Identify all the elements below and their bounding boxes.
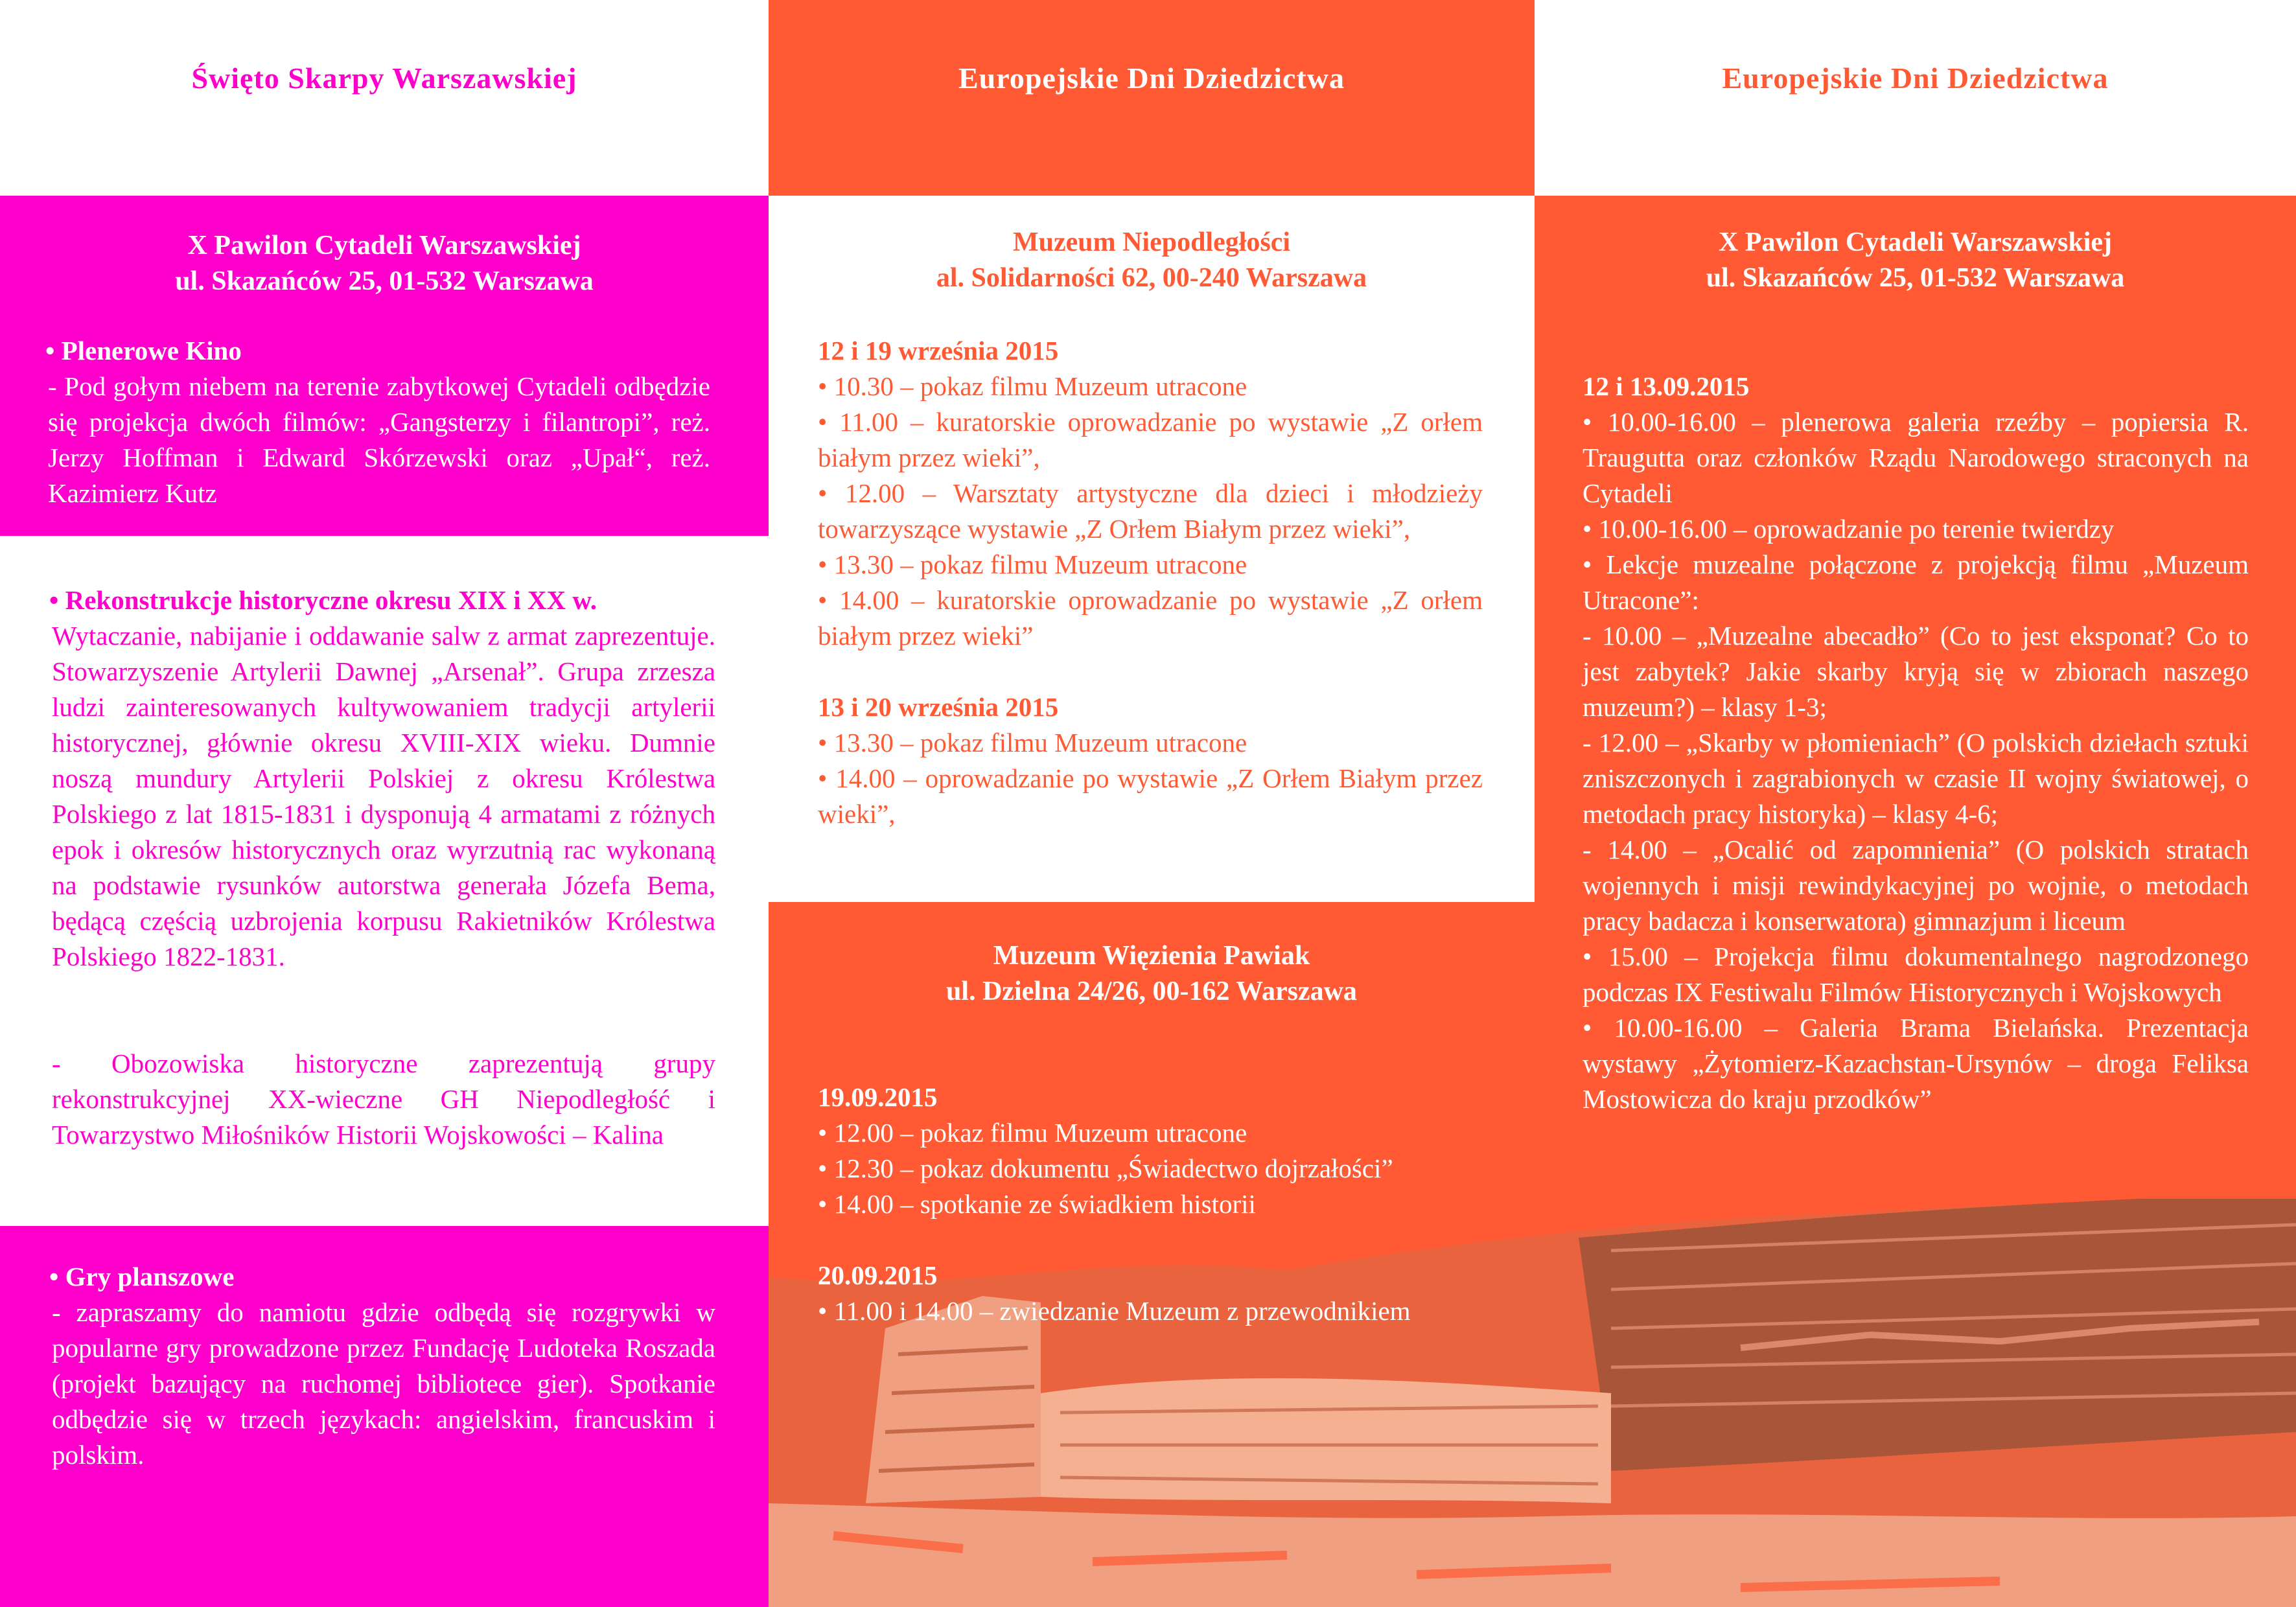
schedule-item: • 15.00 – Projekcja filmu dokumentalnego nagrodzonego podczas IX Festiwalu Filmów Historycznych i Wojskowych bbox=[1583, 942, 2249, 1007]
col3-title: Europejskie Dni Dziedzictwa bbox=[1722, 62, 2109, 95]
schedule-item: • 14.00 – oprowadzanie po wystawie „Z Orłem Białym przez wieki”, bbox=[818, 763, 1483, 829]
schedule-item: • 12.30 – pokaz dokumentu „Świadectwo dojrzałości” bbox=[818, 1153, 1393, 1183]
pawiak-schedule bbox=[818, 1080, 1485, 1329]
schedule-item: • 11.00 i 14.00 – zwiedzanie Muzeum z przewodnikiem bbox=[818, 1296, 1411, 1326]
schedule-item: • 13.30 – pokaz filmu Muzeum utracone bbox=[818, 549, 1247, 579]
schedule-item: • 12.00 – Warsztaty artystyczne dla dzieci i młodzieży towarzyszące wystawie „Z Orłem Białym przez wieki”, bbox=[818, 478, 1483, 544]
col3-schedule bbox=[1583, 369, 2249, 1117]
col1-venue-address: ul. Skazańców 25, 01-532 Warszawa bbox=[175, 266, 594, 296]
col3-venue-address: ul. Skazańców 25, 01-532 Warszawa bbox=[1706, 263, 2125, 293]
schedule-item: • 11.00 – kuratorskie oprowadzanie po wystawie „Z orłem białym przez wieki”, bbox=[818, 407, 1483, 472]
col2-venue-name: Muzeum Niepodległości bbox=[1012, 227, 1291, 257]
schedule-item: • 10.00-16.00 – oprowadzanie po terenie twierdzy bbox=[1583, 514, 2115, 544]
col2-title: Europejskie Dni Dziedzictwa bbox=[958, 62, 1345, 95]
kino-heading: • Plenerowe Kino bbox=[45, 336, 242, 365]
schedule-date: 20.09.2015 bbox=[818, 1260, 938, 1290]
rekon-heading: • Rekonstrukcje historyczne okresu XIX i XX w. bbox=[49, 585, 597, 615]
rekon-body: Wytaczanie, nabijanie i oddawanie salw z armat zaprezentuje. Stowarzyszenie Artylerii Dawnej „Arsenał”. Grupa zrzesza ludzi zainteresowanych kultywowaniem tradycji artylerii historycznej, głównie okresu XVIII-XIX wieku. Dumnie noszą mundury Artylerii Polskiej z okresu Królestwa Polskiego z lat 1815-1831 i dysponują 4 armatami z różnych epok i okresów historycznych oraz wyrzutnią rac wykonaną na podstawie rysunków autorstwa generała Józefa Bema, będącą częścią uzbrojenia korpusu Rakietników Królestwa Polskiego 1822-1831. bbox=[52, 621, 715, 971]
schedule-item: • 10.00-16.00 – Galeria Brama Bielańska. Prezentacja wystawy „Żytomierz-Kazachstan-Ursynów – droga Feliksa Mostowicza do kraju przodków” bbox=[1583, 1013, 2249, 1114]
gry-heading: • Gry planszowe bbox=[49, 1262, 235, 1291]
schedule-item: • 13.30 – pokaz filmu Muzeum utracone bbox=[818, 728, 1247, 757]
col1-header-bg bbox=[0, 0, 769, 196]
schedule-item: • 10.30 – pokaz filmu Muzeum utracone bbox=[818, 371, 1247, 401]
pawiak-venue-address: ul. Dzielna 24/26, 00-162 Warszawa bbox=[946, 977, 1357, 1006]
col1-title: Święto Skarpy Warszawskiej bbox=[191, 62, 577, 95]
schedule-date: 12 i 19 września 2015 bbox=[818, 336, 1059, 365]
schedule-date: 13 i 20 września 2015 bbox=[818, 692, 1059, 722]
col2-header-bg bbox=[769, 0, 1535, 196]
schedule-item: • 10.00-16.00 – plenerowa galeria rzeźby – popiersia R. Traugutta oraz członków Rządu Narodowego straconych na Cytadeli bbox=[1583, 407, 2249, 508]
schedule-date: 12 i 13.09.2015 bbox=[1583, 371, 1750, 401]
col3-venue-name: X Pawilon Cytadeli Warszawskiej bbox=[1718, 227, 2113, 257]
niepodleglosci-schedule bbox=[818, 333, 1483, 832]
col1-venue-name: X Pawilon Cytadeli Warszawskiej bbox=[187, 231, 581, 260]
col2-venue-address: al. Solidarności 62, 00-240 Warszawa bbox=[936, 263, 1367, 293]
gry-body: - zapraszamy do namiotu gdzie odbędą się rozgrywki w popularne gry prowadzone przez Fundację Ludoteka Roszada (projekt bazujący na ruchomej bibliotece gier). Spotkanie odbędzie się w trzech językach: angielskim, francuskim i polskim. bbox=[52, 1297, 715, 1470]
kino-body: - Pod gołym niebem na terenie zabytkowej Cytadeli odbędzie się projekcja dwóch filmów: „Gangsterzy i filantropi”, reż. Jerzy Hoffman i Edward Skórzewski oraz „Upał“, reż. Kazimierz Kutz bbox=[48, 371, 710, 508]
schedule-item: - 14.00 – „Ocalić od zapomnienia” (O polskich stratach wojennych i misji rewindykacyjnej po wojnie, o metodach pracy badacza i konserwatora) gimnazjum i liceum bbox=[1583, 835, 2249, 936]
schedule-item: - 12.00 – „Skarby w płomieniach” (O polskich dziełach sztuki zniszczonych i zagrabionych w czasie II wojny światowej, o metodach pracy historyka) – klasy 4-6; bbox=[1583, 728, 2249, 829]
schedule-item: • 14.00 – kuratorskie oprowadzanie po wystawie „Z orłem białym przez wieki” bbox=[818, 585, 1483, 651]
rekon-camps: - Obozowiska historyczne zaprezentują grupy rekonstrukcyjnej XX-wieczne GH Niepodległość i Towarzystwo Miłośników Historii Wojskowości – Kalina bbox=[52, 1048, 715, 1150]
schedule-item: • 12.00 – pokaz filmu Muzeum utracone bbox=[818, 1118, 1247, 1148]
schedule-item: • 14.00 – spotkanie ze świadkiem historii bbox=[818, 1189, 1256, 1219]
pawiak-venue-name: Muzeum Więzienia Pawiak bbox=[993, 941, 1310, 971]
schedule-date: 19.09.2015 bbox=[818, 1082, 938, 1112]
schedule-item: • Lekcje muzealne połączone z projekcją filmu „Muzeum Utracone”: bbox=[1583, 549, 2249, 615]
col3-header-bg bbox=[1535, 0, 2296, 196]
schedule-item: - 10.00 – „Muzealne abecadło” (Co to jest eksponat? Co to jest zabytek? Jakie skarby kryją się w zbiorach naszego muzeum?) – klasy 1-3; bbox=[1583, 621, 2249, 722]
